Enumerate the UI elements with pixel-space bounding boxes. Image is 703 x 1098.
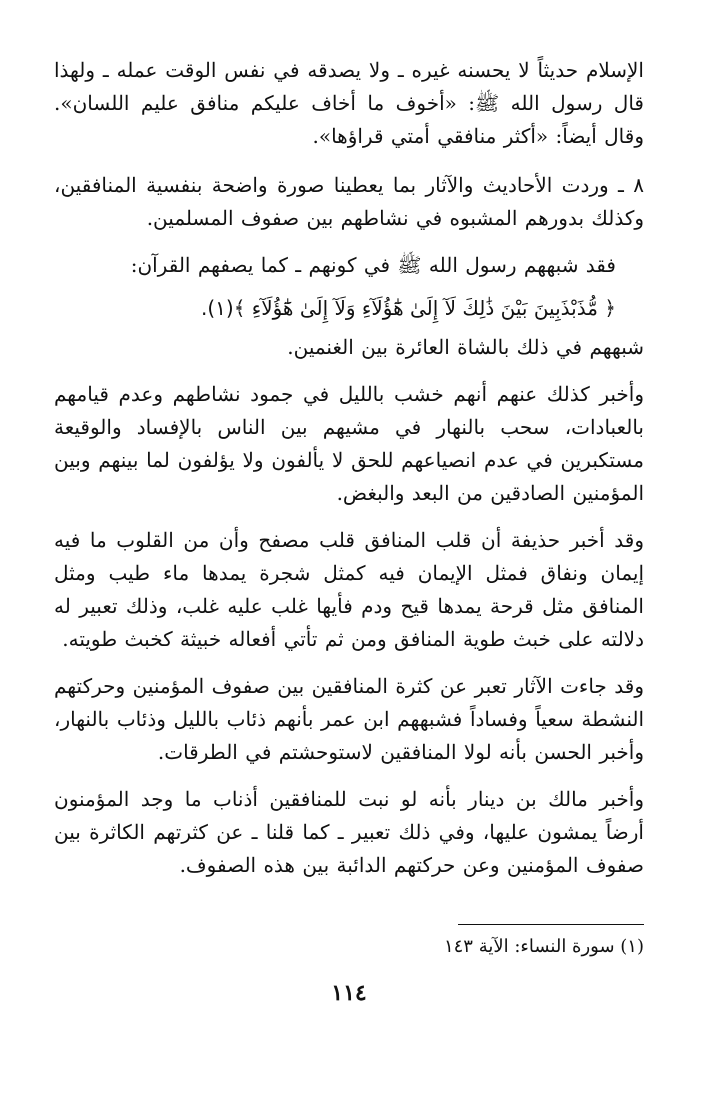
quran-verse: ﴿ مُّذَبْذَبِينَ بَيْنَ ذَٰلِكَ لَآ إِلَىٰ هَٰٓؤُلَآءِ وَلَآ إِلَىٰ هَٰٓؤُلَآءِ ﴾(١).	[200, 296, 616, 320]
paragraph-1: الإسلام حديثاً لا يحسنه غيره ـ ولا يصدقه في نفس الوقت عمله ـ ولهذا قال رسول الله ﷺ: «أخوف ما أخاف عليكم منافق عليم اللسان». وقال أيضاً: «أكثر منافقي أمتي قراؤها».	[54, 58, 644, 148]
footnote-divider	[458, 924, 644, 925]
paragraph-3: فقد شبههم رسول الله ﷺ في كونهم ـ كما يصفهم القرآن:	[130, 253, 616, 277]
paragraph-8: وقد جاءت الآثار تعبر عن كثرة المنافقين بين صفوف المؤمنين وحركتهم النشطة سعياً وفساداً فشبههم ابن عمر بأنهم ذئاب بالليل وذئاب بالنهار، وأخبر الحسن بأنه لولا المنافقين لاستوحشتم في الطرقات.	[54, 674, 644, 764]
page-number: ١١٤	[331, 980, 367, 1006]
paragraph-5: شبههم في ذلك بالشاة العائرة بين الغنمين.	[287, 335, 644, 359]
footnote: (١) سورة النساء: الآية ١٤٣	[443, 936, 644, 957]
paragraph-7: وقد أخبر حذيفة أن قلب المنافق قلب مصفح وأن من القلوب ما فيه إيمان ونفاق فمثل الإيمان فيه كمثل شجرة يمدها ماء طيب ومثل المنافق مثل قرحة يمدها قيح ودم فأيها غلب عليه غلب، وذلك تعبير له دلالته على خبث طوية المنافق ومن ثم تأتي أفعاله خبيثة كخبث طويته.	[54, 528, 644, 651]
paragraph-9: وأخبر مالك بن دينار بأنه لو نبت للمنافقين أذناب ما وجد المؤمنون أرضاً يمشون عليها، وفي ذلك تعبير ـ كما قلنا ـ عن كثرتهم الكاثرة بين صفوف المؤمنين وعن حركتهم الدائبة بين هذه الصفوف.	[54, 787, 644, 877]
paragraph-6: وأخبر كذلك عنهم أنهم خشب بالليل في جمود نشاطهم وعدم قيامهم بالعبادات، سحب بالنهار في مشيهم بين الناس بالإفساد والوقيعة مستكبرين في عدم انصياعهم للحق لا يألفون ولا يؤلفون لما بينهم وبين المؤمنين الصادقين من البعد والبغض.	[54, 382, 644, 505]
book-page	[54, 44, 644, 1074]
paragraph-2: ٨ ـ وردت الأحاديث والآثار بما يعطينا صورة واضحة بنفسية المنافقين، وكذلك بدورهم المشبوه في نشاطهم بين صفوف المسلمين.	[54, 173, 644, 230]
